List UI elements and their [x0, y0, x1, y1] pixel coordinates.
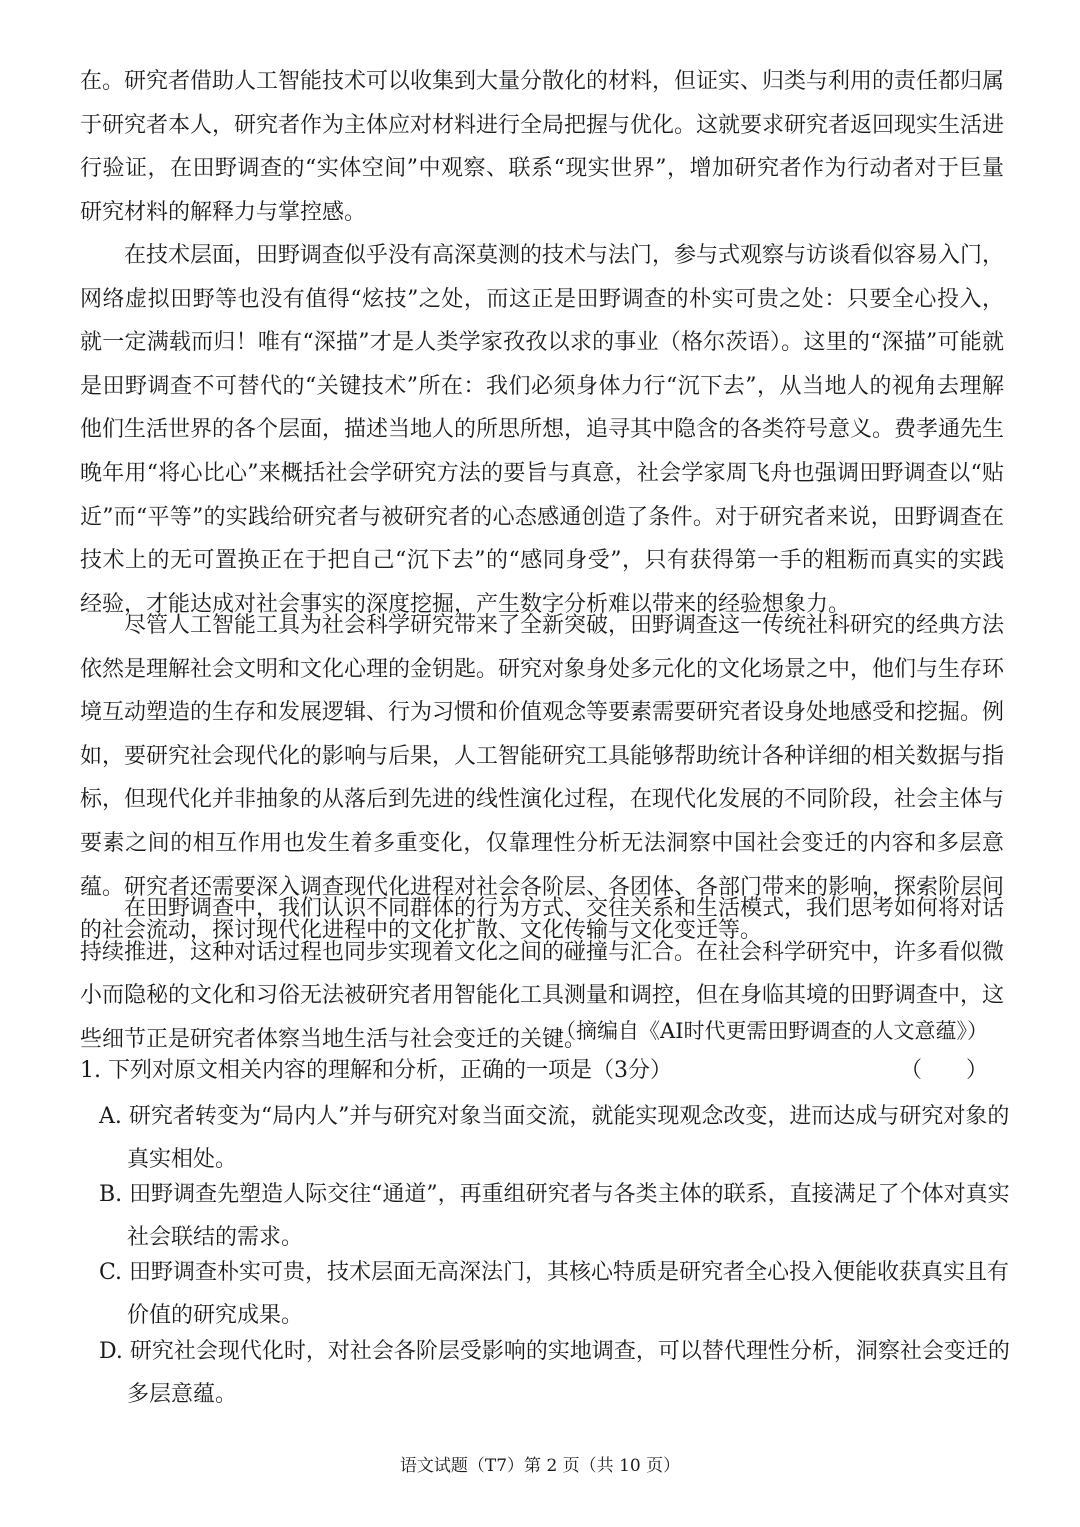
passage-source: （摘编自《AI时代更需田野调查的人文意蕴》） — [555, 1019, 988, 1043]
passage-paragraph-3: 尽管人工智能工具为社会科学研究带来了全新突破，田野调查这一传统社科研究的经典方法依然是理解社会文明和文化心理的金钥匙。研究对象身处多元化的文化场景之中，他们与生存环境互动塑造的生存和发展逻辑、行为习惯和价值观念等要素需要研究者设身处地感受和挖掘。例如，要研究社会现代化的影响与后果，人工智能研究工具能够帮助统计各种详细的相关数据与指标，但现代化并非抽象的从落后到先进的线性演化过程，在现代化发展的不同阶段，社会主体与要素之间的相互作用也发生着多重变化，仅靠理性分析无法洞察中国社会变迁的内容和多层意蕴。研究者还需要深入调查现代化进程对社会各阶层、各团体、各部门带来的影响，探索阶层间的社会流动，探讨现代化进程中的文化扩散、文化传输与文化变迁等。 — [80, 613, 1005, 944]
passage-paragraph-1: 在。研究者借助人工智能技术可以收集到大量分散化的材料，但证实、归类与利用的责任都归属于研究者本人，研究者作为主体应对材料进行全局把握与优化。这就要求研究者返回现实生活进行验证，在田野调查的“实体空间”中观察、联系“现实世界”，增加研究者作为行动者对于巨量研究材料的解释力与掌控感。 — [80, 69, 1005, 225]
option-b: B. 田野调查先塑造人际交往“通道”，再重组研究者与各类主体的联系，直接满足了个体对真实社会联结的需求。 — [99, 1182, 1010, 1250]
option-c: C. 田野调查朴实可贵，技术层面无高深法门，其核心特质是研究者全心投入便能收获真实且有价值的研究成果。 — [99, 1260, 1010, 1328]
option-a: A. 研究者转变为“局内人”并与研究对象当面交流，就能实现观念改变，进而达成与研究对象的真实相处。 — [99, 1104, 1010, 1172]
question-1 — [80, 1056, 1004, 1086]
question-1-stem: 1. 下列对原文相关内容的理解和分析，正确的一项是（3分） — [80, 1058, 672, 1083]
page-footer: 语文试题（T7）第 2 页（共 10 页） — [399, 1456, 681, 1476]
passage-paragraph-4: 在田野调查中，我们认识不同群体的行为方式、交往关系和生活模式，我们思考如何将对话持续推进，这种对话过程也同步实现着文化之间的碰撞与汇合。在社会科学研究中，许多看似微小而隐秘的文化和习俗无法被研究者用智能化工具测量和调控，但在身临其境的田野调查中，这些细节正是研究者体察当地生活与社会变迁的关键。 — [80, 896, 1005, 1052]
answer-bracket: （ ） — [899, 1058, 988, 1083]
option-d: D. 研究社会现代化时，对社会各阶层受影响的实地调查，可以替代理性分析，洞察社会变迁的多层意蕴。 — [99, 1339, 1010, 1407]
passage-paragraph-2: 在技术层面，田野调查似乎没有高深莫测的技术与法门，参与式观察与访谈看似容易入门，网络虚拟田野等也没有值得“炫技”之处，而这正是田野调查的朴实可贵之处：只要全心投入，就一定满载而归！唯有“深描”才是人类学家孜孜以求的事业（格尔茨语）。这里的“深描”可能就是田野调查不可替代的“关键技术”所在：我们必须身体力行“沉下去”，从当地人的视角去理解他们生活世界的各个层面，描述当地人的所思所想，追寻其中隐含的各类符号意义。费孝通先生晚年用“将心比心”来概括社会学研究方法的要旨与真意，社会学家周飞舟也强调田野调查以“贴近”而“平等”的实践给研究者与被研究者的心态感通创造了条件。对于研究者来说，田野调查在技术上的无可置换正在于把自己“沉下去”的“感同身受”，只有获得第一手的粗粝而真实的实践经验，才能达成对社会事实的深度挖掘，产生数字分析难以带来的经验想象力。 — [80, 243, 1005, 617]
